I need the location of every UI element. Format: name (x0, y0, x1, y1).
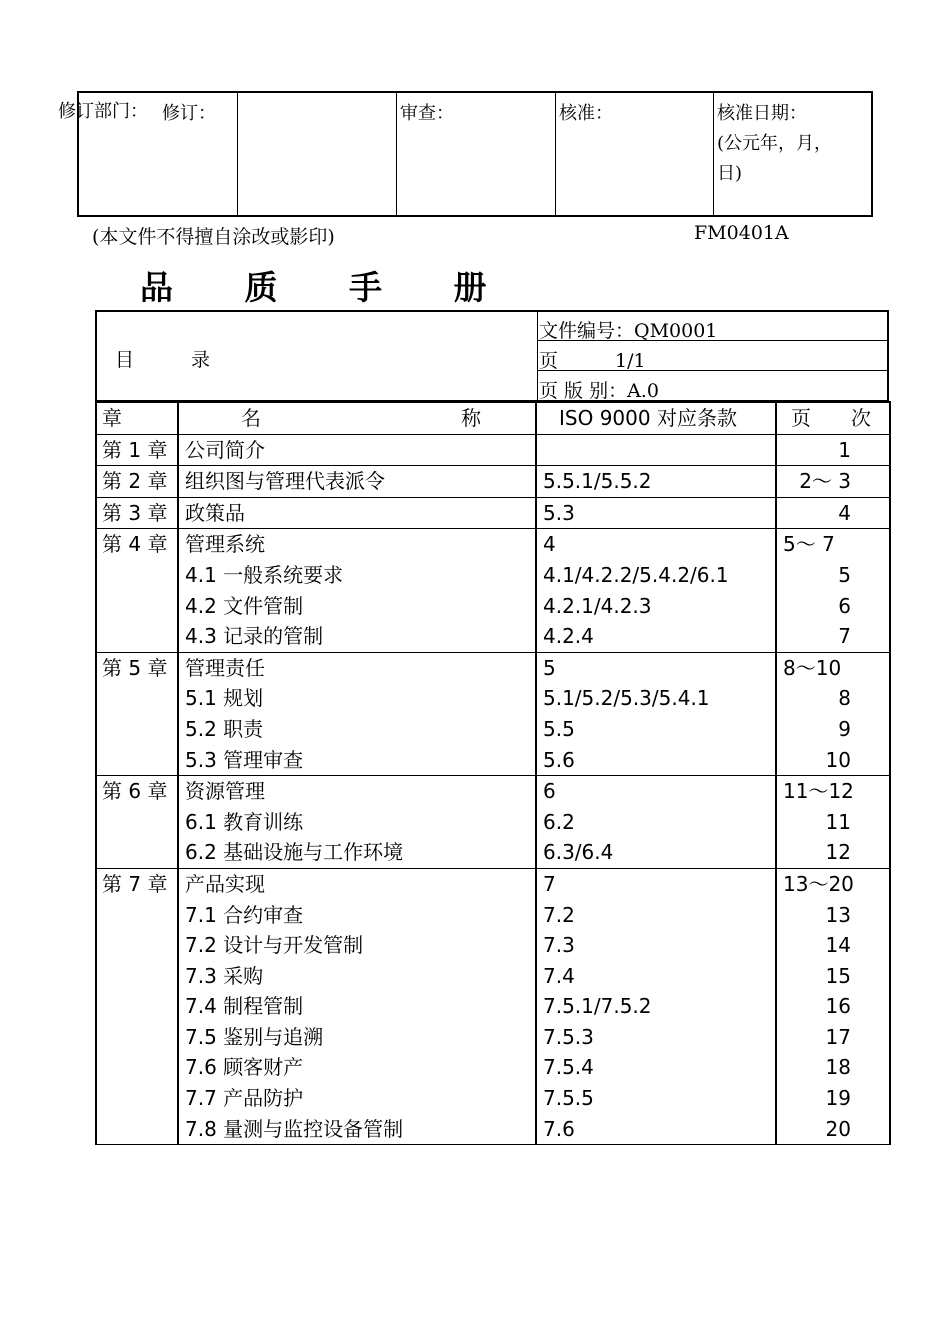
page-number: 20 (825, 1116, 851, 1141)
table-row (96, 868, 890, 1144)
date-format-hint-end: 日) (717, 163, 743, 184)
divider (713, 93, 714, 215)
section-name-cell (178, 466, 536, 498)
iso-clause: 5.6 (543, 747, 575, 772)
section-name: 管理责任 (185, 655, 265, 680)
iso-clause-cell (536, 529, 776, 652)
iso-clause: 7.2 (543, 902, 575, 927)
page-number: 17 (825, 1024, 851, 1049)
divider (237, 93, 238, 215)
revising-dept-label: 修订部门： (58, 101, 148, 122)
page-number: 7 (838, 624, 851, 649)
iso-clause-cell (536, 466, 776, 498)
iso-clause: 7.4 (543, 963, 575, 988)
section-name: 5.2 职责 (185, 716, 264, 741)
page-number-cell (776, 497, 890, 529)
page-number: 16 (825, 994, 851, 1019)
iso-clause: 7.5.4 (543, 1055, 594, 1080)
chapter-cell: 第 7 章 (96, 868, 178, 1144)
page-number: 10 (825, 747, 851, 772)
iso-clause: 4.2.4 (543, 624, 594, 649)
section-name: 6.1 教育训练 (185, 809, 304, 834)
section-name: 政策品 (185, 500, 245, 525)
chapter-column-header: 章 (96, 402, 178, 434)
chapter-cell: 第 5 章 (96, 652, 178, 775)
section-name-cell (178, 497, 536, 529)
reviser-label: 修订： (162, 103, 216, 124)
iso-clause-cell (536, 434, 776, 466)
iso-clause: 7.6 (543, 1116, 575, 1141)
document-title: 品 质 手 册 (140, 268, 517, 307)
divider (396, 93, 397, 215)
section-name: 7.4 制程管制 (185, 994, 304, 1019)
chapter-cell: 第 4 章 (96, 529, 178, 652)
divider (537, 312, 538, 400)
page-number: 5 (838, 562, 851, 587)
section-name: 7.3 采购 (185, 963, 264, 988)
iso-clause: 7.5.5 (543, 1086, 594, 1111)
iso-clause-cell (536, 652, 776, 775)
table-header-row (96, 402, 890, 434)
iso-clause: 6.2 (543, 809, 575, 834)
name-column-header: 名 称 (178, 402, 536, 434)
iso-clause: 7.3 (543, 933, 575, 958)
iso-clause: 5.5 (543, 716, 575, 741)
section-name: 资源管理 (185, 779, 265, 804)
section-name: 7.1 合约审查 (185, 902, 304, 927)
chapter-cell: 第 6 章 (96, 776, 178, 869)
table-row (96, 529, 890, 652)
page-number: 12 (825, 840, 851, 865)
section-name: 7.8 量测与监控设备管制 (185, 1116, 404, 1141)
iso-clause: 4.1/4.2.2/5.4.2/6.1 (543, 562, 729, 587)
section-name: 7.7 产品防护 (185, 1086, 304, 1111)
page-number: 11～12 (783, 779, 854, 804)
header-table (95, 310, 889, 402)
section-heading: 目 录 (115, 349, 211, 371)
section-name: 4.2 文件管制 (185, 593, 304, 618)
iso-clause: 7.5.1/7.5.2 (543, 994, 652, 1019)
copy-restriction-note: (本文件不得擅自涂改或影印) (92, 226, 335, 248)
approver-label: 核准： (559, 103, 613, 124)
iso-clause: 5.5.1/5.5.2 (543, 469, 652, 494)
section-name: 公司简介 (185, 437, 265, 462)
section-name: 6.2 基础设施与工作环境 (185, 840, 404, 865)
iso-clause: 5 (543, 655, 556, 680)
page-number: 18 (825, 1055, 851, 1080)
page-number-cell (776, 868, 890, 1144)
page-number: 4 (838, 500, 851, 525)
section-name-cell (178, 868, 536, 1144)
table-row (96, 652, 890, 775)
table-row (96, 434, 890, 466)
reviewer-label: 审查： (400, 103, 454, 124)
section-name-cell (178, 529, 536, 652)
iso-clause: 7.5.3 (543, 1024, 594, 1049)
iso-clause: 6 (543, 779, 556, 804)
section-name: 5.1 规划 (185, 686, 264, 711)
page-count: 页 1/1 (539, 350, 646, 372)
section-name: 组织图与管理代表派令 (185, 469, 385, 494)
page-number: 13～20 (783, 871, 854, 896)
divider (555, 93, 556, 215)
page-number-cell (776, 529, 890, 652)
date-format-hint: (公元年，月， (717, 133, 833, 154)
page-number: 11 (825, 809, 851, 834)
page-number: 19 (825, 1086, 851, 1111)
iso-clause (543, 435, 775, 466)
section-name: 产品实现 (185, 871, 265, 896)
approval-date-label: 核准日期： (717, 103, 807, 124)
table-row (96, 776, 890, 869)
section-name: 5.3 管理审查 (185, 747, 304, 772)
iso-clause: 6.3/6.4 (543, 840, 614, 865)
iso-clause: 4 (543, 532, 556, 557)
page-number: 13 (825, 902, 851, 927)
section-name: 7.2 设计与开发管制 (185, 933, 364, 958)
page-number: 15 (825, 963, 851, 988)
iso-clause: 5.1/5.2/5.3/5.4.1 (543, 686, 710, 711)
page-number-cell (776, 652, 890, 775)
chapter-cell: 第 2 章 (96, 466, 178, 498)
page-number: 8～10 (783, 655, 842, 680)
iso-column-header: ISO 9000 对应条款 (536, 402, 776, 434)
section-name: 7.5 鉴别与追溯 (185, 1024, 324, 1049)
section-name: 4.1 一般系统要求 (185, 562, 344, 587)
section-name: 管理系统 (185, 532, 265, 557)
table-row (96, 466, 890, 498)
page-version: 页 版 别：A.0 (539, 380, 659, 402)
section-name-cell (178, 434, 536, 466)
page-number: 6 (838, 593, 851, 618)
contents-table (95, 401, 891, 1145)
page-number-cell (776, 434, 890, 466)
iso-clause: 4.2.1/4.2.3 (543, 593, 652, 618)
section-name-cell (178, 652, 536, 775)
section-name: 4.3 记录的管制 (185, 624, 324, 649)
section-name: 7.6 顾客财产 (185, 1055, 304, 1080)
iso-clause: 7 (543, 871, 556, 896)
page-column-header: 页 次 (776, 402, 890, 434)
iso-clause-cell (536, 497, 776, 529)
page-number: 14 (825, 933, 851, 958)
page-number: 8 (838, 686, 851, 711)
iso-clause-cell (536, 776, 776, 869)
iso-clause: 5.3 (543, 500, 575, 525)
document-number: 文件编号：QM0001 (539, 320, 718, 342)
page-number: 5～ 7 (783, 532, 835, 557)
page-number: 1 (838, 437, 851, 462)
page-number-cell (776, 466, 890, 498)
chapter-cell: 第 1 章 (96, 434, 178, 466)
form-code: FM0401A (694, 222, 789, 244)
page-number: 9 (838, 716, 851, 741)
page-number: 2～ 3 (799, 469, 851, 494)
table-row (96, 497, 890, 529)
approval-box (77, 91, 873, 217)
chapter-cell: 第 3 章 (96, 497, 178, 529)
page-number-cell (776, 776, 890, 869)
iso-clause-cell (536, 868, 776, 1144)
section-name-cell (178, 776, 536, 869)
